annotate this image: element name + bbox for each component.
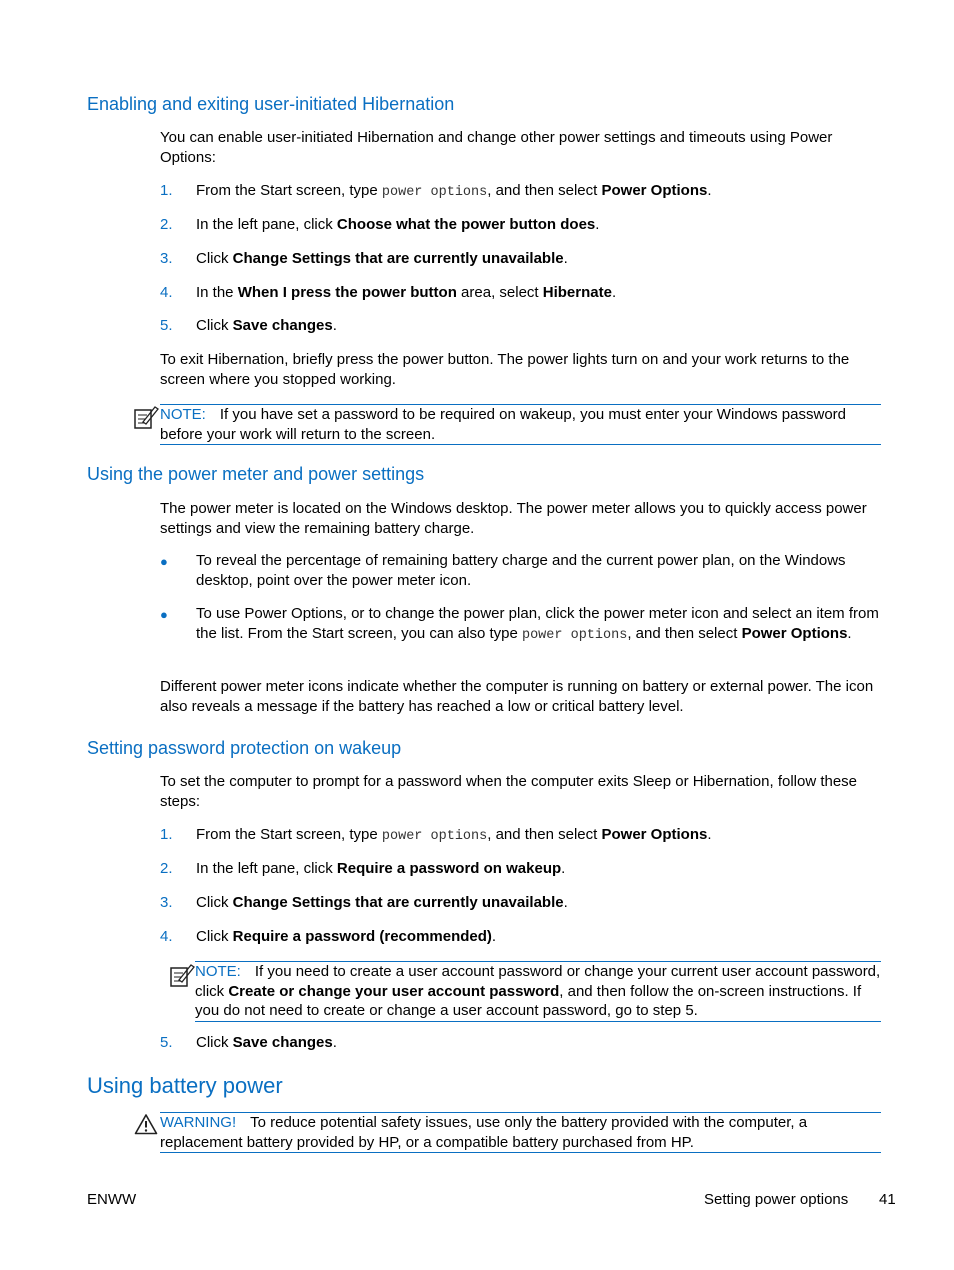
warning-icon [134,1113,158,1135]
page-number: 41 [879,1191,896,1208]
heading-power-meter: Using the power meter and power settings [87,464,425,484]
footer-left: ENWW [87,1191,137,1208]
warning-label: WARNING! [160,1114,237,1131]
battery-warning: WARNING! To reduce potential safety issues, use only the battery provided with the computer, a replacement battery provided by HP, or a compatible battery purchased from HP. [160,1112,881,1153]
password-note: NOTE: If you need to create a user account password or change your current user account password, click Create or change your user account password, and then follow the on-screen instructions. If you do not need to create or change a user account password, go to step 5. [195,961,881,1022]
heading-battery: Using battery power [87,1073,283,1098]
power-meter-intro: The power meter is located on the Windows desktop. The power meter allows you to quickly access power settings and view the remaining battery charge. [160,500,867,537]
footer-section: Setting power options [704,1191,849,1208]
note-icon [133,404,159,430]
note-label: NOTE: [195,963,241,980]
note-label: NOTE: [160,406,206,423]
note-icon [169,962,195,988]
power-meter-outro: Different power meter icons indicate whether the computer is running on battery or external power. The icon also reveals a message if the battery has reached a low or critical battery level. [160,678,874,715]
hibernation-note: NOTE: If you have set a password to be required on wakeup, you must enter your Windows password before your work will return to the screen. [160,404,881,445]
heading-hibernation: Enabling and exiting user-initiated Hibernation [87,94,455,114]
hibernation-intro: You can enable user-initiated Hibernation and change other power settings and timeouts using Power Options: [160,129,833,166]
heading-password: Setting password protection on wakeup [87,738,402,758]
password-intro: To set the computer to prompt for a password when the computer exits Sleep or Hibernation, follow these steps: [160,773,858,810]
hibernation-exit-text: To exit Hibernation, briefly press the power button. The power lights turn on and your work returns to the screen where you stopped working. [160,351,850,388]
document-page: Enabling and exiting user-initiated Hibernation You can enable user-initiated Hibernation and change other power settings and timeouts using Power Options: 1. From the Start screen, type power options, and then select Power Options. 2. In the left pane, click Choose what the power button does. 3. Click Change Settings that are currently unavailable. 4. In the When I press the power button area, select Hibernate. 5. Click Save changes. To exit Hibernation, briefly press the power button. The power lights turn on and your work returns to the screen where you stopped working. NOTE: If you have set a password to be required on wakeup, you must enter your Windows password before your work will return to the screen. Using the power meter and power settings The power meter is located on the Windows desktop. The power meter allows you to quickly access power settings and view the remaining battery charge. ● To reveal the percentage of remaining battery charge and the current power plan, on the Windows desktop, point over the power meter icon. ● To use Power Options, or to change the power plan, click the power meter icon and select an item from the list. From the Start screen, you can also type power options, and then select Power Options. Different power meter icons indicate whether the computer is running on battery or external power. The icon also reveals a message if the battery has reached a low or critical battery level. Setting password protection on wakeup To set the computer to prompt for a password when the computer exits Sleep or Hibernation, follow these steps: 1. From the Start screen, type power options, and then select Power Options. 2. In the left pane, click Require a password on wakeup. 3. Click Change Settings that are currently unavailable. 4. Click Require a password (recommended). NOTE: If you need to create a user account password or change your current user account password, click Create or change your user account password, and then follow the on-screen instructions. If you do not need to create or change a user account password, go to step 5. 5. Click Save changes. Using battery power WARNING! To reduce potential safety issues, use only the battery provided with the computer, a replacement battery provided by HP, or a compatible battery purchased from HP. ENWW Setting power options 41 [87,94,896,1208]
